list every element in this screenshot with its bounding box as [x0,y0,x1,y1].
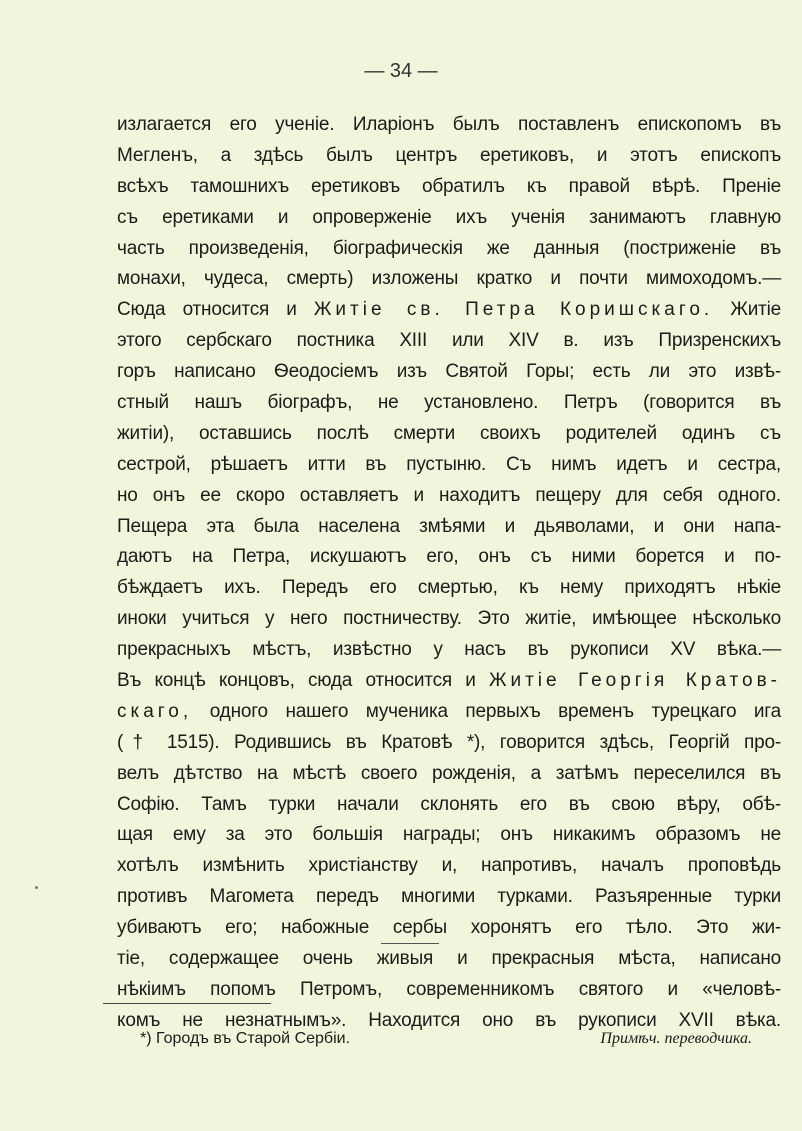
text-line: этого сербскаго постника XIII или XIV в. изъ Призренскихъ [117,330,781,352]
text-line: бѣждаетъ ихъ. Передъ его смертью, къ нему приходятъ нѣкіе [117,577,781,599]
body-text [117,110,781,1037]
text-segment: Въ концѣ концовъ, сюда относится и [117,670,489,692]
emphasized-title: Житіе Георгія Кратов- [488,670,782,692]
text-line [117,666,781,697]
text-line: щая ему за это большія награды; онъ никакимъ образомъ не [117,824,781,846]
footnote-attribution: Примѣч. переводчика. [600,1030,752,1047]
text-line: иноки учиться у него постничеству. Это житіе, имѣющее нѣсколько [117,608,781,630]
text-line: тіе, содержащее очень живыя и прекрасныя мѣста, написано [117,948,781,970]
text-line: хотѣлъ измѣнить христіанству и, напротивъ, началъ проповѣдь [117,855,781,877]
text-line: Пещера эта была населена змѣями и дьяволами, и они напа- [117,515,781,537]
text-line: съ еретиками и опроверженіе ихъ ученія занимаютъ главную [117,206,781,228]
text-line: но онъ ее скоро оставляетъ и находитъ пещеру для себя одного. [117,484,781,506]
text-line: нѣкіимъ попомъ Петромъ, современникомъ святого и «человѣ- [117,978,781,1000]
page-number: — 34 — [364,60,438,82]
text-line: прекрасныхъ мѣстъ, извѣстно у насъ въ рукописи XV вѣка.— [117,639,781,661]
text-line: противъ Магомета передъ многими турками. Разъяренные турки [117,886,781,908]
text-line: († 1515). Родившись въ Кратовѣ *), говорится здѣсь, Георгій про- [117,731,781,753]
section-divider [381,943,439,944]
text-line: горъ написано Ѳеодосіемъ изъ Святой Горы; есть ли это извѣ- [117,361,781,383]
text-line: всѣхъ тамошнихъ еретиковъ обратилъ къ правой вѣрѣ. Преніе [117,175,781,197]
text-line: велъ дѣтство на мѣстѣ своего рожденія, а затѣмъ переселился въ [117,762,781,784]
emphasized-title: Житіе св. Петра Коришскаго. [313,299,714,321]
text-line: комъ не незнатнымъ». Находится оно въ рукописи XVII вѣка. [117,1009,781,1031]
text-line: часть произведенія, біографическія же данныя (постриженіе въ [117,237,781,259]
text-line [117,697,781,728]
text-line [117,295,781,326]
text-line: сестрой, рѣшаетъ итти въ пустыню. Съ нимъ идетъ и сестра, [117,453,781,475]
text-line: стный нашъ біографъ, не установлено. Петръ (говорится въ [117,392,781,414]
text-line: Мегленъ, а здѣсь былъ центръ еретиковъ, и этотъ епископъ [117,144,781,166]
text-line: Софію. Тамъ турки начали склонять его въ свою вѣру, обѣ- [117,793,781,815]
text-line: житіи), оставшись послѣ смерти своихъ родителей одинъ съ [117,422,781,444]
scan-speck [35,886,38,889]
text-line: излагается его ученіе. Иларіонъ былъ поставленъ епископомъ въ [117,114,781,135]
footnote-text: *) Городъ въ Старой Сербіи. [140,1030,351,1047]
text-line: убиваютъ его; набожные сербы хоронятъ его тѣло. Это жи- [117,917,781,939]
footnote-rule [103,1003,271,1004]
text-segment: одного нашего мученика первыхъ временъ турецкаго ига [192,700,781,722]
text-line: монахи, чудеса, смерть) изложены кратко и почти мимоходомъ.— [117,268,781,290]
emphasized-title: скаго, [117,700,193,722]
text-line: даютъ на Петра, искушаютъ его, онъ съ ними борется и по- [117,546,781,568]
text-segment: Сюда относится и [117,299,314,321]
text-segment: Житіе [713,299,782,321]
